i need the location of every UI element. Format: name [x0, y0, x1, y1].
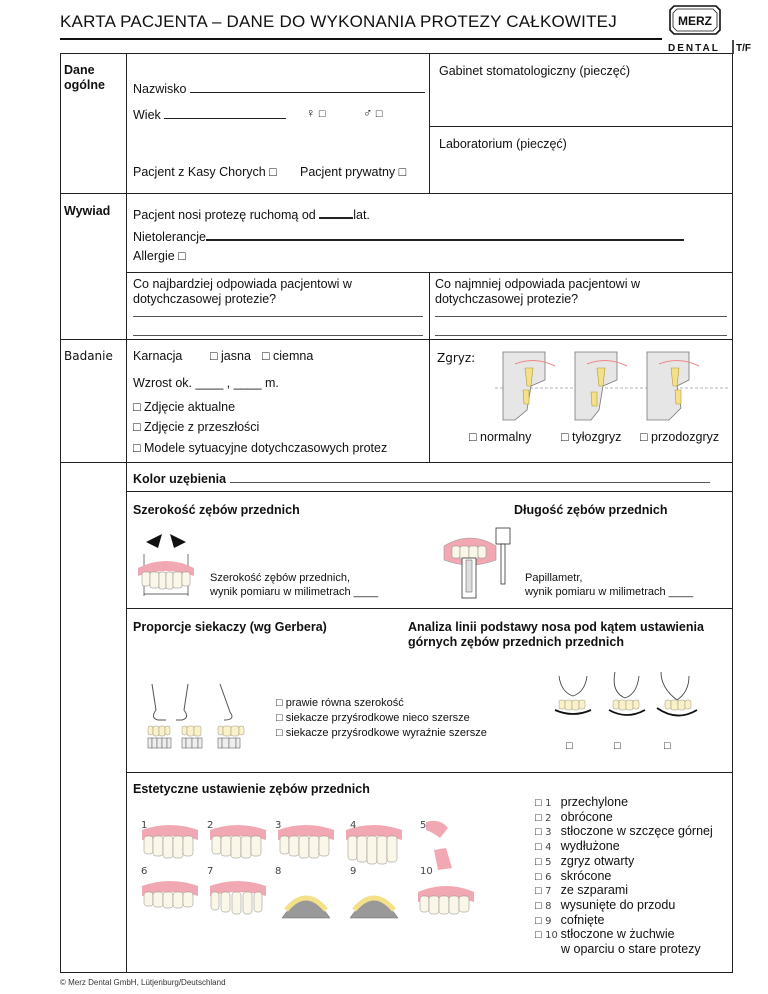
bite-illustrations [495, 350, 730, 424]
section-label-general: Dane ogólne [64, 63, 105, 92]
clinic-box-divider [429, 53, 430, 193]
aesthetic-option-4[interactable]: □ 4 wydłużone [535, 839, 620, 854]
divider-exam [60, 462, 733, 463]
image-number-5: 5 [420, 820, 427, 831]
worst-feature-question: Co najmniej odpowiada pacjentowi w dotychczasowej protezie? [435, 277, 640, 306]
aesthetic-option-10[interactable]: □ 10 stłoczone w żuchwie [535, 927, 675, 942]
male-symbol: ♂ [363, 106, 373, 120]
denture-years-field[interactable]: Pacjent nosi protezę ruchomą od lat. [133, 205, 370, 222]
width-measure-text: Szerokość zębów przednich, wynik pomiaru w milimetrach ____ [210, 572, 379, 598]
aesthetic-title: Estetyczne ustawienie zębów przednich [133, 782, 370, 796]
image-number-1: 1 [141, 820, 148, 831]
copyright-footer: © Merz Dental GmbH, Lütjenburg/Deutschland [60, 978, 226, 987]
left-column-divider-lower [126, 462, 127, 973]
svg-text:T/F: T/F [736, 43, 751, 54]
image-number-9: 9 [350, 866, 357, 877]
aesthetic-option-7[interactable]: □ 7 ze szparami [535, 883, 629, 898]
divider-interview [60, 339, 733, 340]
width-section-title: Szerokość zębów przednich [133, 503, 300, 517]
aesthetic-option-9[interactable]: □ 9 cofnięte [535, 912, 605, 927]
models-checkbox[interactable]: □ Modele sytuacyjne dotychczasowych protez [133, 441, 388, 455]
private-patient-checkbox[interactable]: Pacjent prywatny □ [300, 165, 407, 179]
length-measure-text: Papillametr, wynik pomiaru w milimetrach ____ [525, 572, 694, 598]
age-field[interactable]: Wiek [133, 106, 286, 122]
papillameter-image [440, 524, 520, 600]
image-number-7: 7 [207, 866, 214, 877]
image-number-4: 4 [350, 820, 357, 831]
complexion-dark-checkbox[interactable]: □ ciemna [262, 349, 314, 363]
divider-incisors [126, 772, 733, 773]
tooth-width-caliper-image [136, 524, 196, 600]
proportion-much-wider-checkbox[interactable]: □ siekacze przyśrodkowe wyraźnie szersze [276, 727, 487, 739]
male-checkbox[interactable]: ♂ □ [363, 106, 383, 120]
age-input[interactable] [164, 106, 286, 119]
worst-feature-answer-line-2[interactable] [435, 335, 727, 336]
shade-input[interactable] [230, 470, 710, 483]
complexion-label: Karnacja [133, 349, 183, 363]
female-symbol: ♀ [306, 106, 316, 120]
nose-line-option-1-checkbox[interactable]: □ [566, 740, 573, 752]
allergies-checkbox[interactable]: Allergie □ [133, 249, 186, 263]
aesthetic-option-3[interactable]: □ 3 stłoczone w szczęce górnej [535, 824, 713, 839]
section-label-interview: Wywiad [64, 204, 111, 218]
bite-normal-checkbox[interactable]: □ normalny [469, 430, 532, 444]
aesthetic-option-5[interactable]: □ 5 zgryz otwarty [535, 853, 635, 868]
nose-analysis-title: Analiza linii podstawy nosa pod kątem ustawienia górnych zębów przednich przednich [408, 620, 704, 649]
bite-label: Zgryz: [437, 351, 476, 365]
page-title: KARTA PACJENTA – DANE DO WYKONANIA PROTEZY CAŁKOWITEJ [60, 12, 617, 31]
intolerances-field[interactable]: Nietolerancje [133, 227, 684, 244]
photo-current-checkbox[interactable]: □ Zdjęcie aktualne [133, 400, 236, 414]
best-feature-answer-line-1[interactable] [133, 316, 423, 317]
image-number-8: 8 [275, 866, 282, 877]
surname-input[interactable] [190, 80, 425, 93]
nose-line-option-2-checkbox[interactable]: □ [614, 740, 621, 752]
intolerances-input[interactable] [206, 227, 684, 241]
image-number-10: 10 [420, 866, 433, 877]
svg-text:MERZ: MERZ [678, 14, 712, 28]
right-question-divider [429, 272, 430, 462]
worst-feature-answer-line-1[interactable] [435, 316, 727, 317]
shade-field[interactable]: Kolor uzębienia [133, 470, 710, 487]
question-top-divider [126, 272, 733, 273]
aesthetic-note: w oparciu o stare protezy [561, 942, 701, 957]
section-label-exam: Badanie [64, 349, 113, 363]
female-checkbox[interactable]: ♀ □ [306, 106, 326, 120]
aesthetic-options-list [535, 796, 713, 957]
denture-years-input[interactable] [319, 205, 353, 219]
divider-anterior [126, 608, 733, 609]
image-number-6: 6 [141, 866, 148, 877]
image-number-2: 2 [207, 820, 214, 831]
clinic-stamp-label: Gabinet stomatologiczny (pieczęć) [439, 64, 631, 78]
bite-retrognathic-checkbox[interactable]: □ tyłozgryz [561, 430, 622, 444]
aesthetic-option-8[interactable]: □ 8 wysunięte do przodu [535, 897, 676, 912]
photo-past-checkbox[interactable]: □ Zdjęcie z przeszłości [133, 420, 260, 434]
nose-line-option-3-checkbox[interactable]: □ [664, 740, 671, 752]
height-field[interactable]: Wzrost ok. ____ , ____ m. [133, 376, 279, 390]
title-underline [60, 38, 662, 40]
aesthetic-option-1[interactable]: □ 1 przechylone [535, 795, 629, 809]
proportion-wider-checkbox[interactable]: □ siekacze przyśrodkowe nieco szersze [276, 712, 470, 724]
lab-box-divider [429, 126, 733, 127]
image-number-3: 3 [275, 820, 282, 831]
length-section-title: Długość zębów przednich [514, 503, 668, 517]
lab-stamp-label: Laboratorium (pieczęć) [439, 137, 567, 151]
complexion-light-checkbox[interactable]: □ jasna [210, 349, 251, 363]
aesthetic-option-6[interactable]: □ 6 skrócone [535, 868, 612, 883]
proportion-equal-checkbox[interactable]: □ prawie równa szerokość [276, 697, 404, 709]
proportions-title: Proporcje siekaczy (wg Gerbera) [133, 620, 327, 634]
aesthetic-option-2[interactable]: □ 2 obrócone [535, 809, 613, 824]
surname-field[interactable]: Nazwisko [133, 80, 425, 96]
insurance-patient-checkbox[interactable]: Pacjent z Kasy Chorych □ [133, 165, 277, 179]
divider-shade [126, 491, 733, 492]
nose-line-images [553, 670, 703, 726]
divider-general [60, 193, 733, 194]
merz-dental-logo [660, 4, 768, 54]
gerber-proportion-images [144, 682, 254, 750]
svg-text:DENTAL: DENTAL [668, 43, 720, 54]
bite-prognathic-checkbox[interactable]: □ przodozgryz [640, 430, 720, 444]
left-column-divider [126, 53, 127, 463]
best-feature-answer-line-2[interactable] [133, 335, 423, 336]
best-feature-question: Co najbardziej odpowiada pacjentowi w dotychczasowej protezie? [133, 277, 352, 306]
